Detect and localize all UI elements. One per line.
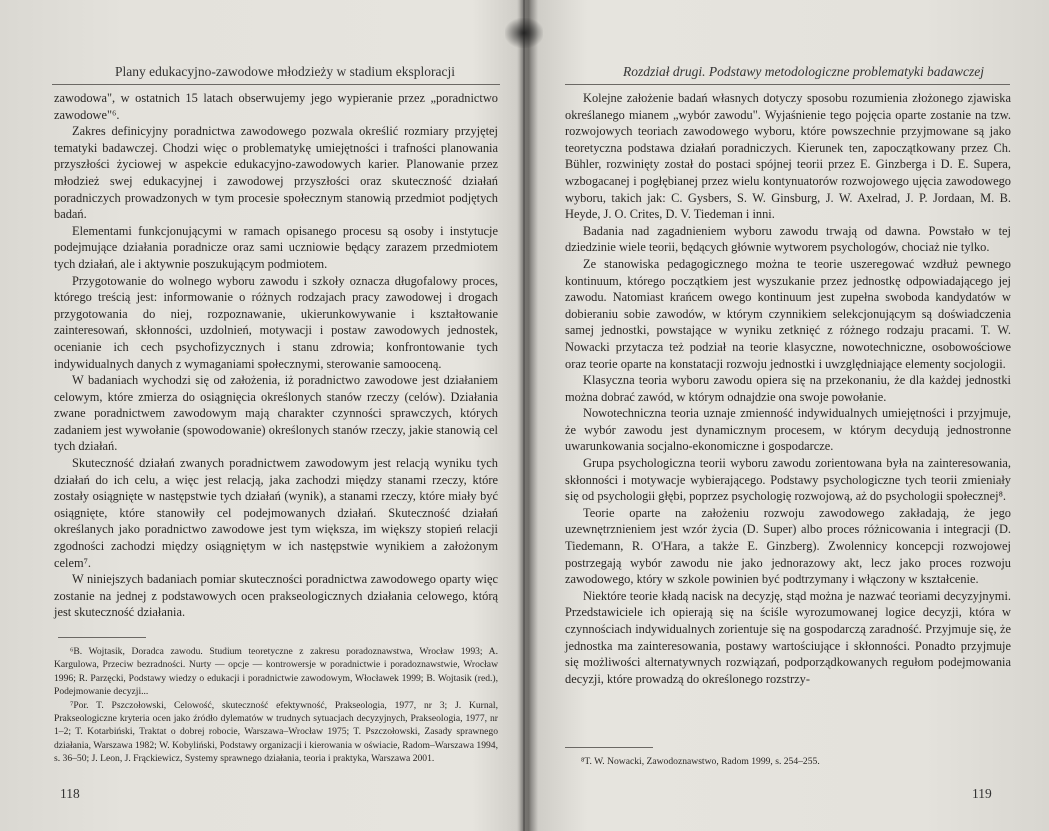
footnote-rule [565, 747, 653, 748]
running-head: Plany edukacyjno-zawodowe młodzieży w stadium eksploracji [115, 64, 456, 79]
paragraph: Klasyczna teoria wyboru zawodu opiera się na przekonaniu, że dla każdej jednostki można dobrać zawód, w którym odnajdzie ona swoje powołanie. [565, 373, 1011, 404]
running-head: Rozdział drugi. Podstawy metodologiczne problematyki badawczej [623, 64, 984, 79]
paragraph: zawodowa", w ostatnich 15 latach obserwujemy jego wypieranie przez „poradnictwo zawodowe"⁶. [54, 91, 498, 122]
footnote: ⁷Por. T. Pszczołowski, Celowość, skuteczność efektywność, Prakseologia, 1977, nr 3; J. Kurnal, Prakseologiczne kryteria ocen jako źródło dylematów w trudnych sytuacjach decyzyjnych, Prakseologia, 1977, nr 1–2; T. Kotarbiński, Traktat o dobrej robocie, Warszawa–Wrocław 1975; T. Pszczołowski, Zasady sprawnego działania, Warszawa 1982; W. Kobyliński, Podstawy organizacji i kierowania w oświacie, Radom–Warszawa 1994, s. 36–50; J. Leon, J. Frąckiewicz, Systemy sprawnego działania, teoria i praktyka, Warszawa 2001. [54, 699, 498, 765]
header-rule [565, 84, 1010, 85]
book-gutter [517, 0, 531, 831]
header-rule [52, 84, 500, 85]
right-page [525, 0, 1049, 831]
paragraph: Grupa psychologiczna teorii wyboru zawodu zorientowana była na zainteresowania, skłonności i motywacje wybierającego. Podstawy psychologiczne tych teorii zmieniały się od psychologii głębi, poprzez psychologię rozwojową, aż do psychologii społecznej⁸. [565, 456, 1011, 504]
paragraph: Elementami funkcjonującymi w ramach opisanego procesu są osoby i instytucje podejmujące działania poradnicze oraz sami uczniowie będący zarazem przedmiotem tych działań, ale i aktywnie poszukującym podmiotem. [54, 223, 498, 271]
paragraph: Teorie oparte na założeniu rozwoju zawodowego zakładają, że jego uzewnętrznieniem jest wzór życia (D. Super) albo proces różnicowania i integracji (D. Tiedemann, R. O'Hara, a także E. Ginzberg). Zwolennicy koncepcji rozwojowej postrzegają wybór zawodu nie jako jednorazowy akt, lecz jako proces rozwoju zawodowego, który w szkole powinien być podtrzymany i włączony w kształcenie. [565, 505, 1011, 587]
footnotes [54, 645, 498, 766]
footnotes [565, 755, 1011, 768]
page-number: 118 [60, 786, 80, 801]
paragraph: Ze stanowiska pedagogicznego można te teorie uszeregować wzdłuż pewnego kontinuum, którego początkiem jest wyszukanie przez jednostkę odpowiadającego jej zawodu. Natomiast krańcem owego kontinuum jest zupełna swoboda kandydatów w dobieraniu sobie zawodów, w którym czynnikiem selekcjonującym są doświadczenia samej jednostki, powstające w wyniku zetknięć z różnego rodzaju pracami. T. W. Nowacki przytacza też podział na teorie klasyczne, nowotechniczne, osobowościowe oraz teorie oparte na konstatacji rozwoju jednostki i uwzględniające elementy socjologii. [565, 256, 1011, 371]
paragraph: Niektóre teorie kładą nacisk na decyzję, stąd można je nazwać teoriami decyzyjnymi. Przedstawiciele ich opierają się na ściśle wyrozumowanej logice decyzji, która w czynnościach indywidualnych zorientuje się na gospodarczą zaradność. Przyjmuje się, że jednostka ma zainteresowania, postawy wartościujące i skłonności. Ponadto przyjmuje się możliwości alternatywnych rozwiązań, podporządkowanych regułom podejmowania decyzji, które prowadzą do określonego rozstrzy- [565, 588, 1011, 686]
footnote: ⁸T. W. Nowacki, Zawodoznawstwo, Radom 1999, s. 254–255. [581, 756, 820, 767]
body-text [565, 90, 1011, 687]
paragraph: Nowotechniczna teoria uznaje zmienność indywidualnych umiejętności i przyjmuje, że wybór zawodu jest dynamicznym procesem, w którym decydują jednostronne uwarunkowania socjalno-ekonomiczne i gospodarcze. [565, 406, 1011, 454]
paragraph: W niniejszych badaniach pomiar skuteczności poradnictwa zawodowego oparty więc zostanie na jednej z podstawowych ocen prakseologicznych działania celowego, którą jest skuteczność działania. [54, 572, 498, 620]
page-number: 119 [972, 786, 992, 801]
paragraph: W badaniach wychodzi się od założenia, iż poradnictwo zawodowe jest działaniem celowym, które zmierza do osiągnięcia określonych stanów rzeczy (celów). Działania zwane poradnictwem zawodowym mają charakter czynności sprawczych, których zadaniem jest wywołanie (spowodowanie) określonych stanów rzeczy, jakie stanowią cel tych działań. [54, 373, 498, 454]
paragraph: Badania nad zagadnieniem wyboru zawodu trwają od dawna. Powstało w tej dziedzinie wiele teorii, będących głównie wytworem psychologów, chociaż nie tylko. [565, 223, 1011, 255]
paragraph: Skuteczność działań zwanych poradnictwem zawodowym jest relacją wyniku tych działań do ich celu, a więc jest relacją, jaka zachodzi między stanami rzeczy, które zostały osiągnięte w następstwie tych działań (wynik), a stanami rzeczy, które miały być osiągnięte, które stanowiły cel podejmowanych działań. Skuteczność działań określanych jako poradnictwo zawodowe jest tym większa, im większy stopień relacji zgodności zachodzi między osiągniętym w ich następstwie wynikiem a założonym celem⁷. [54, 456, 498, 570]
gutter-shadow [505, 18, 543, 48]
footnote: ⁶B. Wojtasik, Doradca zawodu. Studium teoretyczne z zakresu poradoznawstwa, Wrocław 1993; A. Kargulowa, Przeciw bezradności. Nurty — opcje — kontrowersje w poradnictwie i poradoznawstwie, Wrocław 1996; R. Parzęcki, Podstawy wiedzy o edukacji i poradnictwie zawodowym, Włocławek 1999; B. Wojtasik (red.), Podejmowanie decyzji... [54, 646, 498, 698]
paragraph: Przygotowanie do wolnego wyboru zawodu i szkoły oznacza długofalowy proces, którego treścią jest: informowanie o różnych rodzajach pracy zawodowej i drogach przygotowania do niej, rozpoznawanie, ukierunkowywanie i kształtowanie zainteresowań, skłonności, uzdolnień, motywacji i postaw zawodowych jednostek, ocenianie ich cech psychofizycznych i stanu zdrowia; konfrontowanie tych indywidualnych danych z wymaganiami społecznymi, sterowanie samooceną. [54, 273, 498, 371]
paragraph: Zakres definicyjny poradnictwa zawodowego pozwala określić rozmiary przyjętej tematyki badawczej. Chodzi więc o problematykę umiejętności i trafności planowania przyszłości życiowej w aspekcie edukacyjno-zawodowych karier. Planowanie przez młodzież swej edukacyjnej i zawodowej przyszłości oraz skuteczność działań poradniczych prowadzonych w tym procesie społecznym stanowią przedmiot podjętych badań. [54, 124, 498, 222]
left-page [0, 0, 524, 831]
footnote-rule [58, 637, 146, 638]
paragraph: Kolejne założenie badań własnych dotyczy sposobu rozumienia złożonego zjawiska określanego mianem „wybór zawodu". Wyjaśnienie tego pojęcia oparte zostanie na tzw. rozwojowych teoriach zawodowego wyboru, które powszechnie przyjmowane są jako teoretyczna podstawa działań poradniczych. Kierunek ten, zapoczątkowany przez Ch. Bühler, rozwinięty został do postaci spójnej teorii przez E. Ginzberga i D. E. Supera, wzbogacanej i pogłębianej przez wielu kontynuatorów rozwojowego ujęcia zawodowego wyboru, takich jak: C. Gysbers, S. W. Ginsburg, J. W. Axelrad, J. P. Jordaan, M. B. Heyde, J. O. Crites, D. V. Tiedeman i inni. [565, 91, 1011, 222]
body-text [54, 90, 498, 621]
